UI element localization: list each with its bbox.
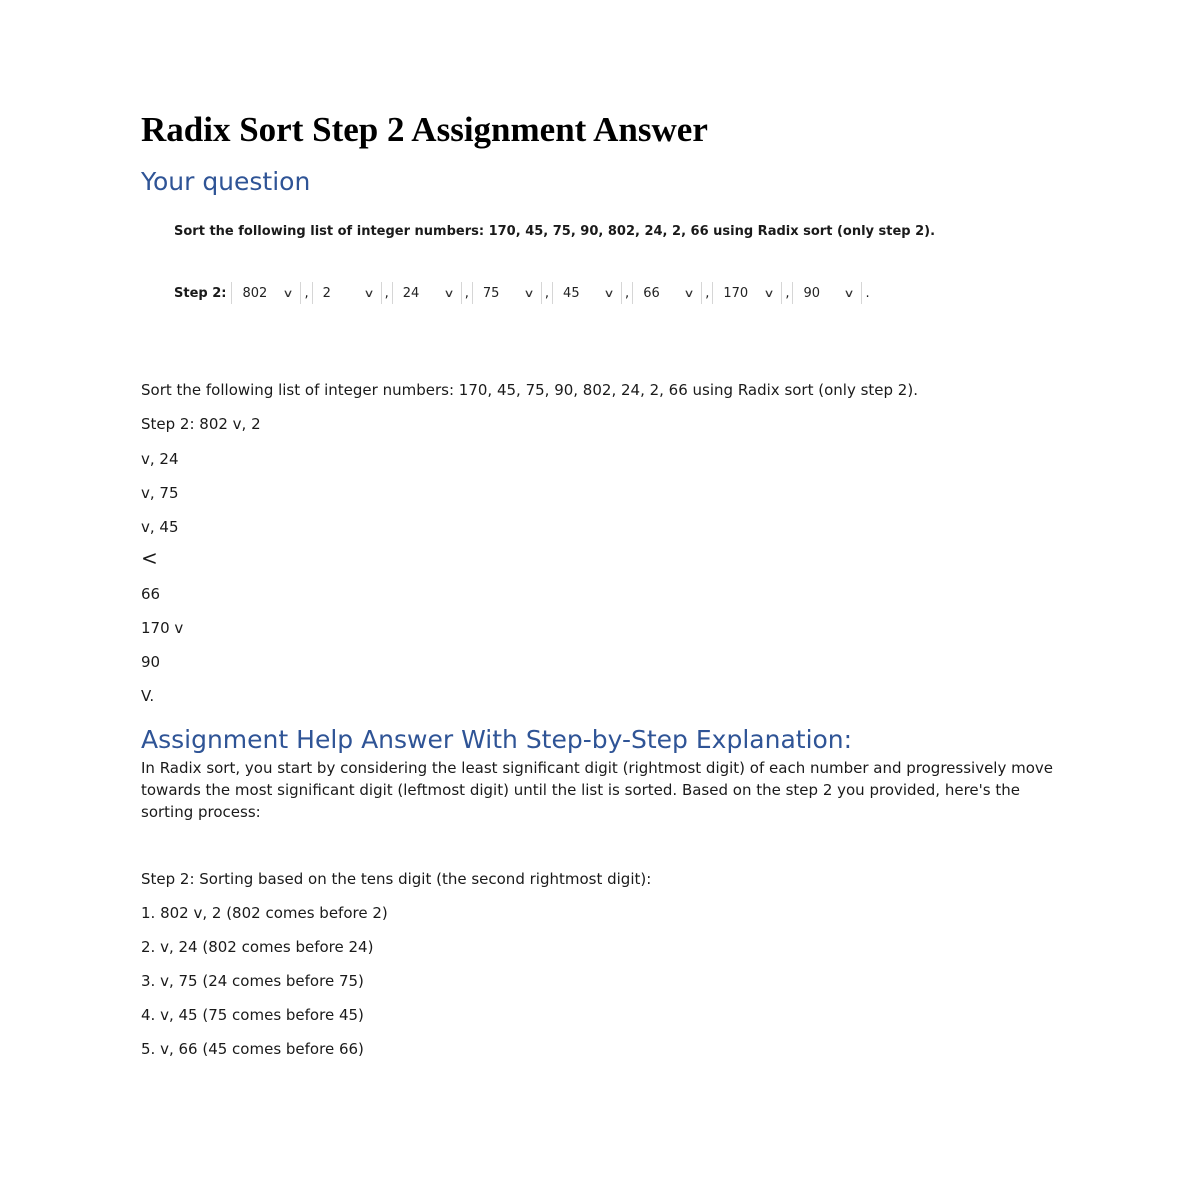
page-title: Radix Sort Step 2 Assignment Answer xyxy=(141,110,708,149)
chevron-left-icon: < xyxy=(141,546,158,570)
answer-heading: Assignment Help Answer With Step-by-Step Explanation: xyxy=(141,725,853,754)
plain-line: 66 xyxy=(141,585,161,603)
select-value: 90 xyxy=(803,285,821,301)
answer-intro: In Radix sort, you start by considering the least significant digit (rightmost digit) of each number and progressively move towards the most significant digit (leftmost digit) until the list is sorted. Based on the step 2 you provided, here's the sorting process: xyxy=(141,759,1054,821)
select-value: 802 xyxy=(242,285,268,301)
plain-line: 170 v xyxy=(141,619,184,637)
answer-select-8[interactable] xyxy=(792,282,862,304)
separator: , xyxy=(705,285,710,301)
answer-select-1[interactable] xyxy=(231,282,301,304)
separator: , xyxy=(544,285,550,301)
plain-line: V. xyxy=(141,687,155,705)
answer-step: 1. 802 v, 2 (802 comes before 2) xyxy=(141,904,388,922)
answer-step-heading: Step 2: Sorting based on the tens digit (the second rightmost digit): xyxy=(141,870,652,888)
question-text: Sort the following list of integer numbers: 170, 45, 75, 90, 802, 24, 2, 66 using Radix sort (only step 2). xyxy=(174,224,936,239)
chevron-down-icon: ∨ xyxy=(443,286,455,300)
chevron-down-icon: ∨ xyxy=(843,286,856,300)
select-value: 2 xyxy=(322,285,331,301)
step-label: Step 2: xyxy=(174,285,227,301)
plain-line: Step 2: 802 v, 2 xyxy=(141,415,261,433)
plain-line: v, 45 xyxy=(141,518,179,536)
terminator: . xyxy=(865,285,870,301)
plain-line: v, 75 xyxy=(141,484,179,502)
answer-step: 5. v, 66 (45 comes before 66) xyxy=(141,1040,364,1058)
step-2-row xyxy=(174,282,873,304)
chevron-down-icon: ∨ xyxy=(603,286,615,300)
question-heading: Your question xyxy=(141,167,311,196)
separator: , xyxy=(785,285,790,301)
select-value: 45 xyxy=(563,285,580,301)
separator: , xyxy=(464,285,469,301)
plain-line: v, 24 xyxy=(141,450,179,468)
answer-select-4[interactable] xyxy=(472,282,542,304)
answer-select-7[interactable] xyxy=(712,282,782,304)
select-value: 170 xyxy=(723,285,749,301)
answer-step: 4. v, 45 (75 comes before 45) xyxy=(141,1006,364,1024)
select-value: 75 xyxy=(482,285,500,301)
separator: , xyxy=(304,285,309,301)
answer-select-6[interactable] xyxy=(632,282,702,304)
chevron-down-icon: ∨ xyxy=(523,286,535,300)
chevron-down-icon: ∨ xyxy=(362,286,375,300)
separator: , xyxy=(384,285,389,301)
select-value: 24 xyxy=(402,285,420,301)
chevron-down-icon: ∨ xyxy=(763,286,775,300)
answer-step: 3. v, 75 (24 comes before 75) xyxy=(141,972,364,990)
question-card xyxy=(174,220,1054,301)
answer-step: 2. v, 24 (802 comes before 24) xyxy=(141,938,374,956)
chevron-down-icon: ∨ xyxy=(683,286,695,300)
separator: , xyxy=(625,285,630,301)
select-value: 66 xyxy=(643,285,660,301)
answer-select-2[interactable] xyxy=(312,282,382,304)
answer-select-5[interactable] xyxy=(552,282,622,304)
plain-line: 90 xyxy=(141,653,161,671)
plain-question-text: Sort the following list of integer numbers: 170, 45, 75, 90, 802, 24, 2, 66 using Radix sort (only step 2). xyxy=(141,381,918,399)
answer-select-3[interactable] xyxy=(392,282,462,304)
chevron-down-icon: ∨ xyxy=(282,286,295,300)
